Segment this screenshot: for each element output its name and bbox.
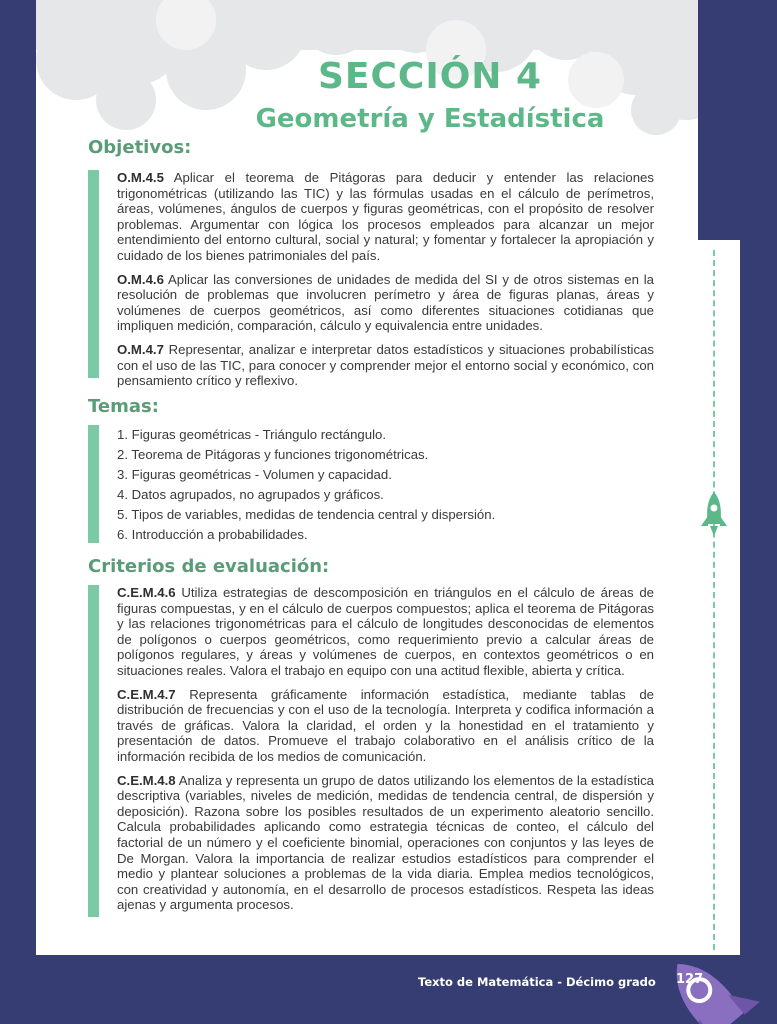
page-subtitle: Geometría y Estadística [255, 104, 605, 134]
criteria-text: Representa gráficamente información estadística, mediante tablas de distribución de frecuencias y con el uso de la tecnología. Interpreta y codifica información a través de gráficas. Valora la claridad, el orden y la honestidad en el tratamiento y presentación de datos. Promueve el trabajo colaborativo en el análisis crítico de la información recibida de los medios de comunicación. [117, 686, 654, 764]
topic-item: 5. Tipos de variables, medidas de tendencia central y dispersión. [117, 507, 496, 522]
corner-rocket-icon [655, 950, 777, 1024]
topic-item: 6. Introducción a probabilidades. [117, 527, 308, 542]
topic-item: 4. Datos agrupados, no agrupados y gráficos. [117, 487, 384, 502]
page-title: SECCIÓN 4 [317, 56, 543, 97]
topic-item: 2. Teorema de Pitágoras y funciones trigonométricas. [117, 447, 429, 462]
topic-item: 1. Figuras geométricas - Triángulo rectángulo. [117, 427, 387, 442]
criteria-item [117, 687, 654, 765]
objectives-heading: Objetivos: [88, 137, 192, 158]
criteria-item [117, 585, 654, 679]
objective-text: Representar, analizar e interpretar datos estadísticos y situaciones probabilísticas con el uso de las TIC, para conocer y comprender mejor el entorno social y económico, con pensamiento crítico y reflexivo. [117, 341, 654, 389]
objective-code: O.M.4.6 [117, 271, 164, 287]
objective-item [117, 272, 654, 334]
objective-item [117, 170, 654, 264]
criteria-item [117, 773, 654, 913]
objective-text: Aplicar el teorema de Pitágoras para deducir y entender las relaciones trigonométricas (utilizando las TIC) y las fórmulas usadas en el cálculo de perímetros, áreas, volúmenes, ángulos de cuerpos y figuras geométricas, con el propósito de resolver problemas. Argumentar con lógica los procesos empleados para alcanzar un mejor entendimiento del entorno cultural, social y natural; y fomentar y fortalecer la apropiación y cuidado de los bienes patrimoniales del país. [117, 170, 654, 263]
dashed-guide-line [713, 250, 715, 950]
topics-heading: Temas: [88, 396, 159, 417]
objective-item [117, 342, 654, 389]
criteria-block [88, 585, 654, 917]
objective-code: O.M.4.5 [117, 170, 164, 185]
right-margin-strip [698, 0, 740, 955]
right-margin-notch [698, 0, 740, 240]
rocket-icon [699, 490, 729, 540]
criteria-heading: Criterios de evaluación: [88, 556, 330, 577]
topics-block [88, 425, 654, 543]
objective-text: Aplicar las conversiones de unidades de medida del SI y de otros sistemas en la resolución de problemas que involucren perímetro y área de figuras planas, áreas y volúmenes de cuerpos geométricos, así como diferentes situaciones cotidianas que impliquen medición, comparación, cálculo y equivalencia entre unidades. [117, 271, 654, 334]
footer-book-title: Texto de Matemática - Décimo grado [418, 975, 656, 989]
topic-item: 3. Figuras geométricas - Volumen y capacidad. [117, 467, 392, 482]
criteria-text: Utiliza estrategias de descomposición en triángulos en el cálculo de áreas de figuras compuestas, y en el cálculo de cuerpos compuestos; aplica el teorema de Pitágoras y las relaciones trigonométricas para el cálculo de longitudes desconocidas de elementos de polígonos o cuerpos geométricos, como requerimiento previo a calcular áreas de polígonos regulares, y áreas y volúmenes de cuerpos, en contextos geométricos o en situaciones reales. Valora el trabajo en equipo con una actitud flexible, abierta y crítica. [117, 585, 654, 678]
criteria-code: C.E.M.4.8 [117, 772, 176, 788]
page-number: 127 [676, 972, 704, 987]
criteria-code: C.E.M.4.6 [117, 585, 176, 600]
criteria-text: Analiza y representa un grupo de datos utilizando los elementos de la estadística descriptiva (variables, niveles de medición, medidas de tendencia central, de dispersión y deposición). Razona sobre los posibles resultados de un experimento aleatorio sencillo. Calcula probabilidades aplicando como estrategia técnicas de conteo, el cálculo del factorial de un número y el coeficiente binomial, operaciones con conjuntos y las leyes de De Morgan. Valora la importancia de realizar estudios estadísticos para comprender el medio y plantear soluciones a problemas de la vida diaria. Emplea medios tecnológicos, con creatividad y autonomía, en el desarrollo de procesos estadísticos. Respeta las ideas ajenas y argumenta procesos. [117, 772, 654, 913]
objective-code: O.M.4.7 [117, 341, 164, 357]
criteria-code: C.E.M.4.7 [117, 686, 176, 702]
objectives-block [88, 170, 654, 389]
